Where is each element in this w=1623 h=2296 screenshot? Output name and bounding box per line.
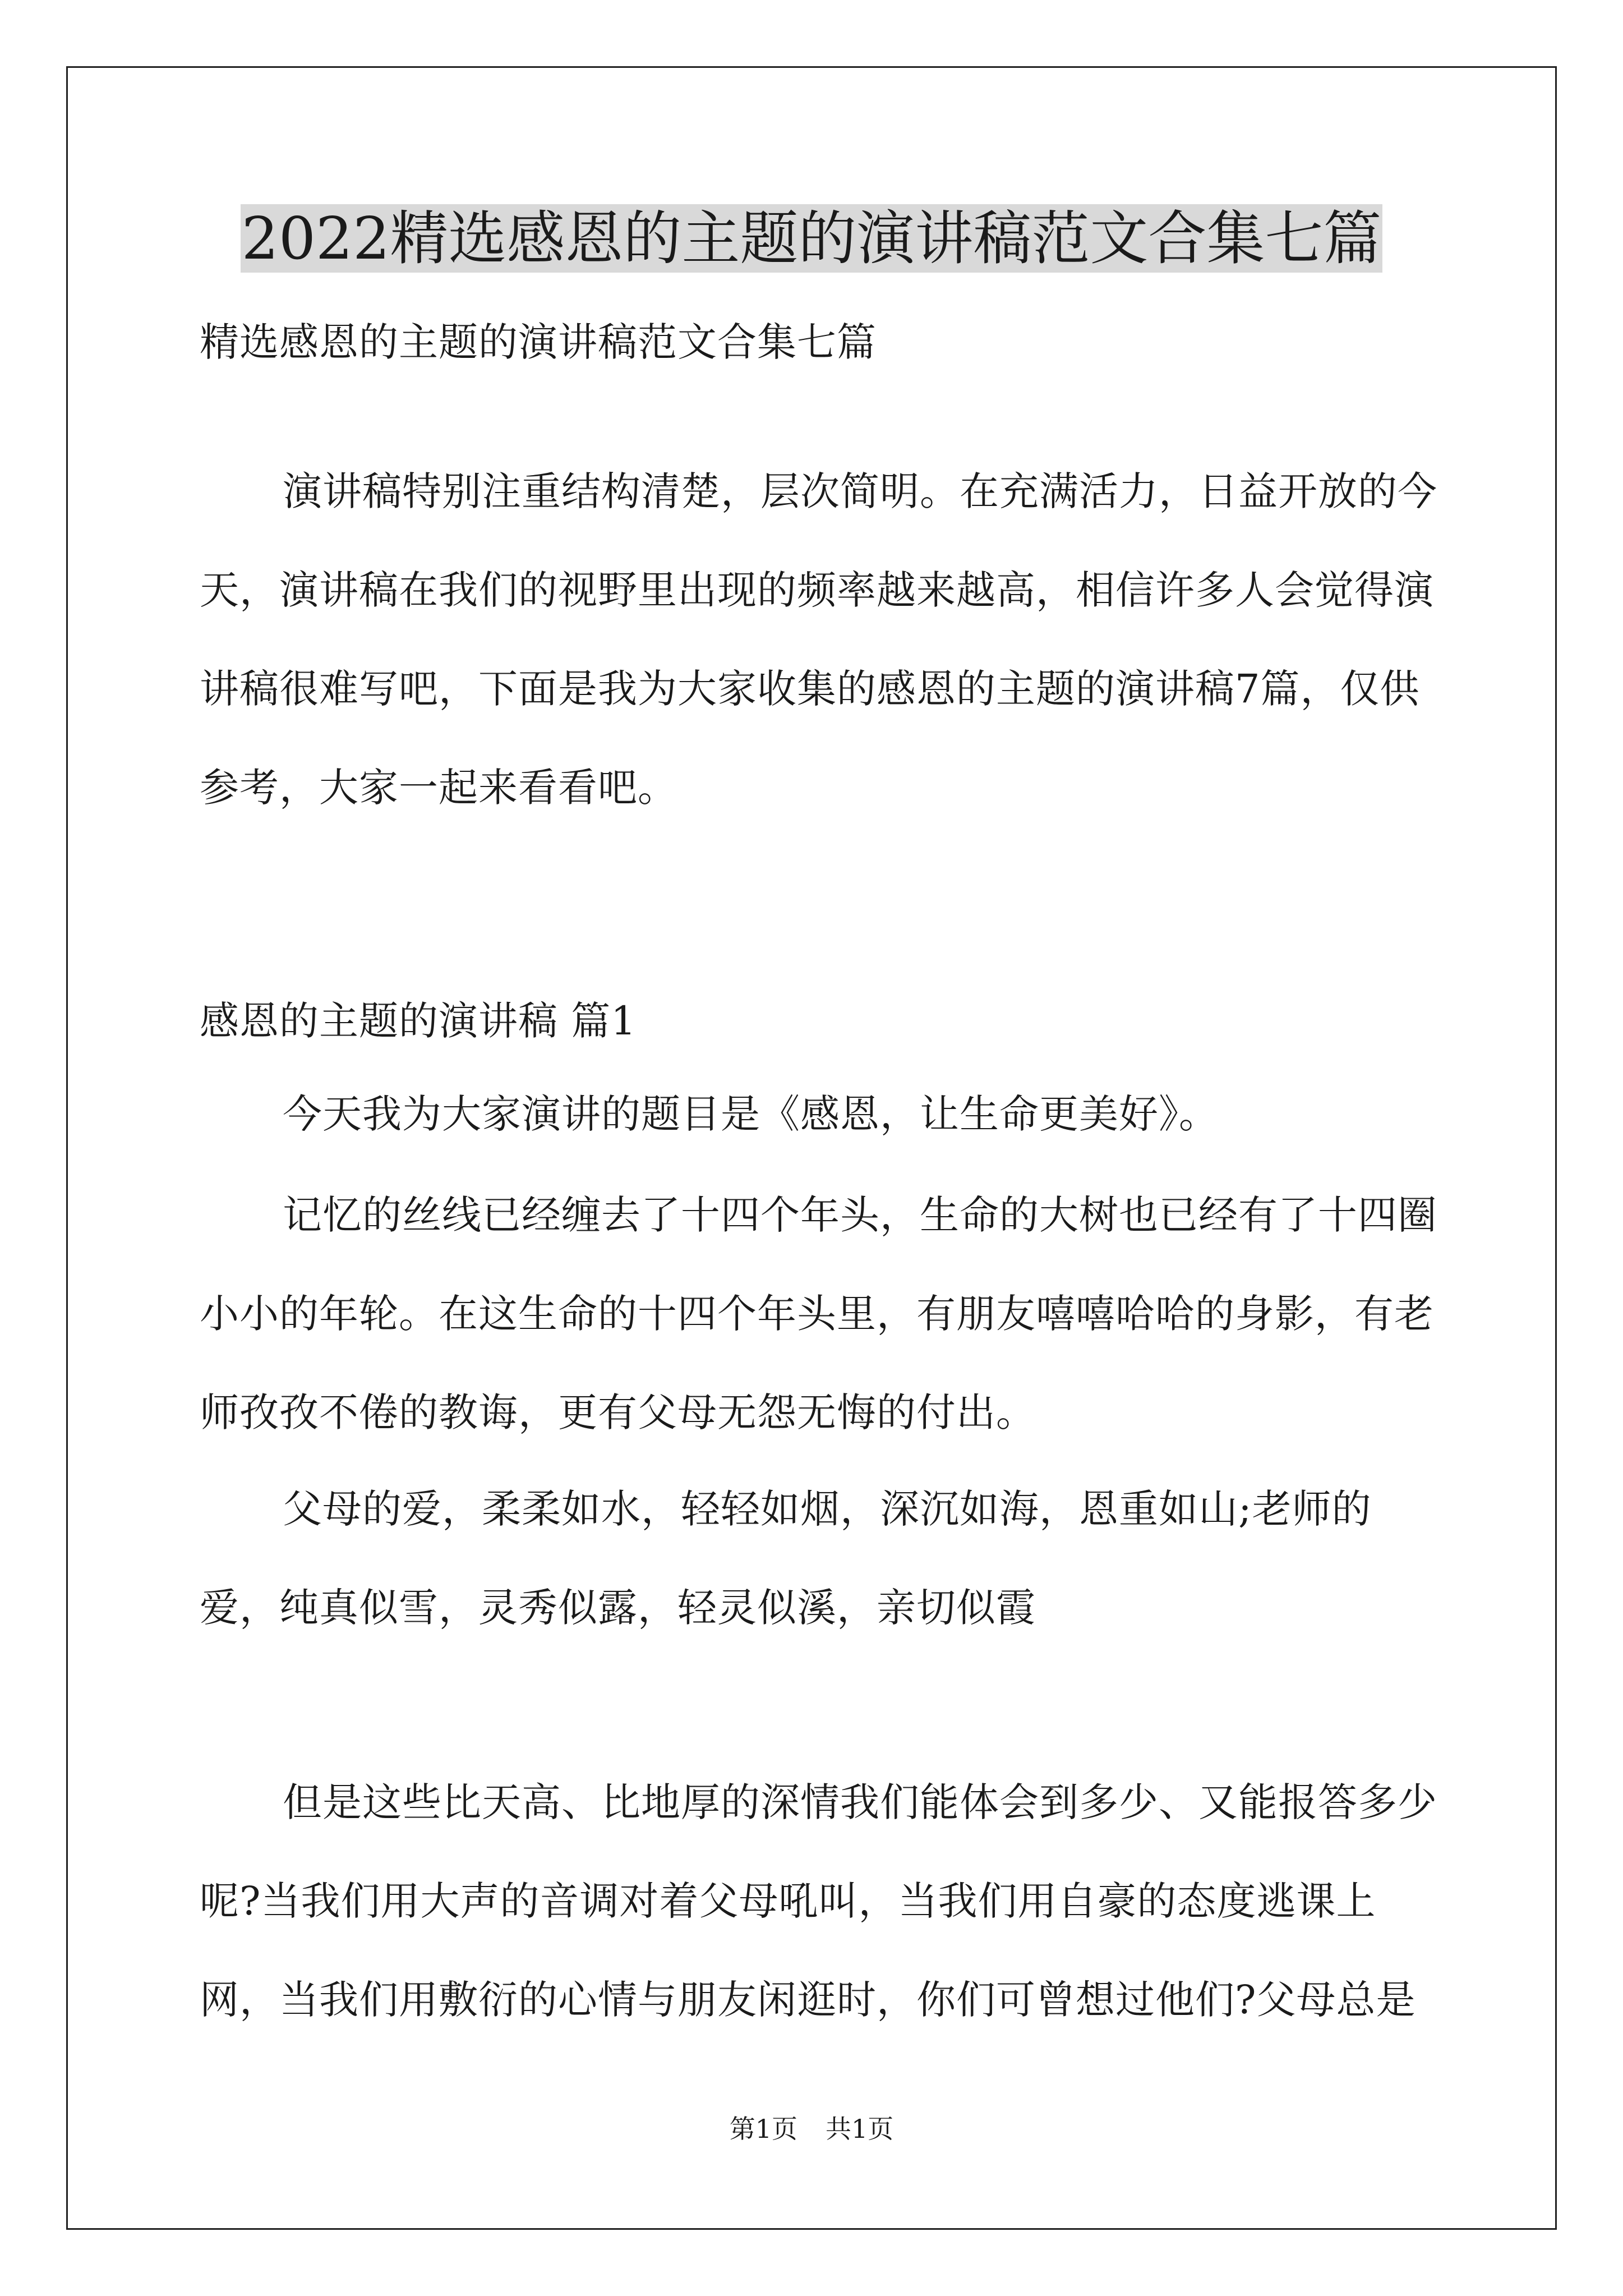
section-heading: 感恩的主题的演讲稿 篇1 [200, 998, 637, 1044]
body-paragraph: 记忆的丝线已经缠去了十四个年头，生命的大树也已经有了十四圈小小的年轮。在这生命的十四个年头里，有朋友嘻嘻哈哈的身影，有老师孜孜不倦的教诲，更有父母无怨无悔的付出。 [200, 1192, 1437, 1435]
page-total: 共1页 [826, 2114, 894, 2144]
intro-paragraph: 演讲稿特别注重结构清楚，层次简明。在充满活力，日益开放的今天，演讲稿在我们的视野里出现的频率越来越高，相信许多人会觉得演讲稿很难写吧，下面是我为大家收集的感恩的主题的演讲稿7篇，仅供参考，大家一起来看看吧。 [200, 468, 1437, 811]
body-paragraph: 父母的爱，柔柔如水，轻轻如烟，深沉如海，恩重如山;老师的爱，纯真似雪，灵秀似露，轻灵似溪，亲切似霞 [200, 1486, 1372, 1631]
page-footer [0, 2112, 1623, 2146]
document-title [0, 199, 1623, 278]
page-number: 第1页 [729, 2114, 797, 2144]
document-title-text: 2022精选感恩的主题的演讲稿范文合集七篇 [241, 204, 1382, 273]
body-paragraph: 今天我为大家演讲的题目是《感恩，让生命更美好》。 [283, 1091, 1219, 1137]
document-subtitle: 精选感恩的主题的演讲稿范文合集七篇 [200, 319, 877, 365]
body-paragraph: 但是这些比天高、比地厚的深情我们能体会到多少、又能报答多少呢?当我们用大声的音调对着父母吼叫，当我们用自豪的态度逃课上网，当我们用敷衍的心情与朋友闲逛时，你们可曾想过他们?父母总是 [200, 1779, 1437, 2023]
